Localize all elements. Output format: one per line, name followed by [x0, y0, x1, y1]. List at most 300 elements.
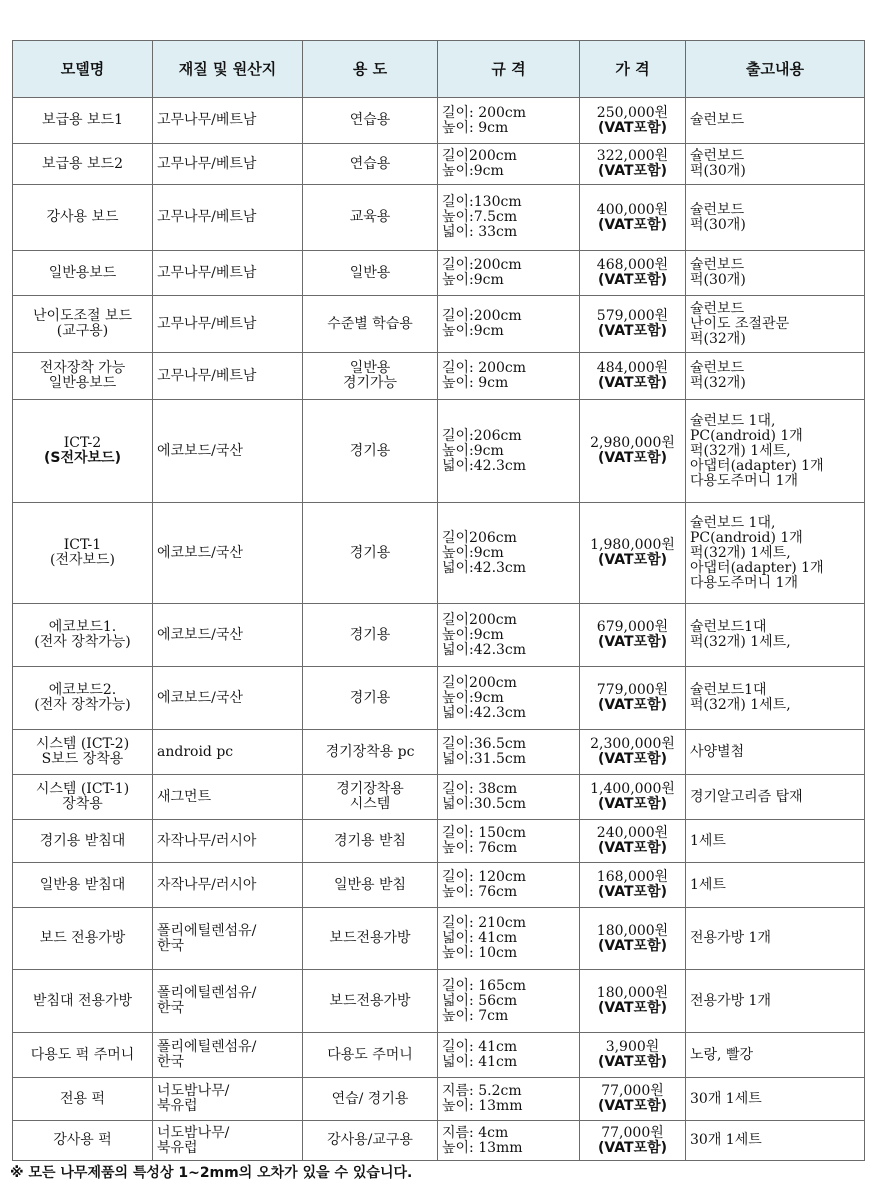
price-amount: 180,000원 — [596, 985, 669, 1001]
cell-model-name — [13, 400, 153, 503]
cell-price — [580, 730, 686, 775]
ship-line: 퍽(30개) — [690, 163, 746, 179]
cell-spec — [438, 185, 580, 251]
footnote: ※ 모든 나무제품의 특성상 1~2mm의 오차가 있을 수 있습니다. — [10, 1165, 413, 1181]
cell-use — [303, 604, 438, 667]
table-row — [13, 98, 865, 144]
spec-line: 높이: 76cm — [442, 840, 518, 856]
spec-line: 넓이:42.3cm — [442, 704, 527, 721]
spec-line: 길이: 38cm — [442, 781, 518, 797]
spec-line: 넓이:30.5cm — [442, 796, 527, 812]
spec-line: 넓이: 41cm — [442, 930, 518, 946]
use-line: 경기용 — [349, 689, 391, 706]
price-amount: 2,980,000원 — [590, 435, 675, 451]
name-line: 강사용 보드 — [46, 209, 119, 225]
use-line: 경기용 — [349, 544, 391, 561]
cell-shipping-contents — [686, 730, 865, 775]
cell-use — [303, 908, 438, 970]
cell-shipping-contents — [686, 144, 865, 185]
spec-line: 높이: 76cm — [442, 884, 518, 900]
cell-material-origin — [153, 185, 303, 251]
name-line: 경기용 받침대 — [39, 832, 126, 849]
spec-line: 높이:9cm — [442, 544, 504, 561]
material-line: 폴리에틸렌섬유/ — [157, 985, 257, 1001]
material-line: 자작나무/러시아 — [157, 832, 257, 849]
cell-model-name — [13, 730, 153, 775]
cell-spec — [438, 667, 580, 730]
use-line: 일반용 받침 — [333, 876, 407, 893]
price-vat-note: (VAT포함) — [597, 634, 668, 650]
spec-line: 높이: 7cm — [442, 1007, 509, 1024]
cell-use — [303, 503, 438, 604]
material-line: 고무나무/베트남 — [157, 155, 257, 172]
use-line: 경기가능 — [342, 375, 398, 391]
price-amount: 77,000원 — [601, 1124, 664, 1141]
spec-line: 넓이:31.5cm — [442, 751, 527, 767]
use-line: 경기장착용 pc — [325, 743, 415, 760]
cell-use — [303, 820, 438, 863]
cell-model-name — [13, 908, 153, 970]
cell-material-origin — [153, 730, 303, 775]
spec-line: 높이:9cm — [442, 323, 504, 339]
price-vat-note: (VAT포함) — [597, 937, 668, 954]
table-row — [13, 730, 865, 775]
price-vat-note: (VAT포함) — [597, 796, 668, 812]
material-line: 너도밤나무/ — [157, 1083, 230, 1099]
name-line: 시스템 (ICT-2) — [35, 736, 130, 752]
spec-line: 넓이: 33cm — [442, 224, 518, 240]
spec-line: 길이: 200cm — [442, 104, 527, 121]
cell-price — [580, 667, 686, 730]
cell-material-origin — [153, 1033, 303, 1078]
name-line: ICT-2 — [63, 435, 102, 451]
cell-spec — [438, 970, 580, 1033]
cell-model-name — [13, 296, 153, 353]
use-line: 연습/ 경기용 — [331, 1090, 409, 1107]
cell-material-origin — [153, 1121, 303, 1161]
material-line: 폴리에틸렌섬유/ — [157, 922, 257, 939]
ship-line: 퍽(32개) 1세트, — [690, 442, 791, 459]
cell-price — [580, 1078, 686, 1121]
use-line: 연습용 — [349, 155, 391, 172]
use-line: 다용도 주머니 — [327, 1046, 413, 1063]
price-vat-note: (VAT포함) — [597, 323, 668, 339]
spec-line: 높이:9cm — [442, 442, 504, 459]
cell-price — [580, 1033, 686, 1078]
material-line: 에코보드/국산 — [157, 689, 243, 706]
spec-line: 길이206cm — [442, 529, 517, 546]
price-amount: 468,000원 — [596, 257, 669, 273]
ship-line: 퍽(32개) 1세트, — [690, 634, 791, 650]
cell-spec — [438, 98, 580, 144]
price-vat-note: (VAT포함) — [597, 1139, 668, 1156]
spec-line: 길이: 41cm — [442, 1039, 518, 1055]
name-line: 전용 퍽 — [59, 1090, 106, 1107]
name-line: 받침대 전용가방 — [32, 992, 133, 1009]
cell-model-name — [13, 503, 153, 604]
cell-price — [580, 908, 686, 970]
cell-spec — [438, 144, 580, 185]
price-vat-note: (VAT포함) — [597, 884, 668, 900]
table-row — [13, 185, 865, 251]
cell-shipping-contents — [686, 604, 865, 667]
name-line: 일반용보드 — [48, 375, 117, 391]
cell-spec — [438, 775, 580, 820]
spec-line: 높이: 13mm — [442, 1098, 523, 1114]
ship-line: 슐런보드 — [690, 201, 745, 218]
spec-line: 높이:9cm — [442, 689, 504, 706]
cell-material-origin — [153, 353, 303, 400]
table-row — [13, 1078, 865, 1121]
cell-material-origin — [153, 1078, 303, 1121]
name-line: 장착용 — [62, 796, 103, 812]
spec-line: 넓이:42.3cm — [442, 559, 527, 576]
ship-line: 아댑터(adapter) 1개 — [690, 457, 824, 474]
cell-price — [580, 185, 686, 251]
price-amount: 240,000원 — [596, 825, 669, 841]
spec-line: 길이: 120cm — [442, 869, 527, 885]
spec-line: 길이:200cm — [442, 257, 522, 273]
cell-material-origin — [153, 863, 303, 908]
ship-line: 전용가방 1개 — [690, 930, 771, 946]
material-line: 고무나무/베트남 — [157, 315, 257, 332]
cell-shipping-contents — [686, 185, 865, 251]
cell-model-name — [13, 775, 153, 820]
spec-line: 길이:200cm — [442, 308, 522, 324]
cell-shipping-contents — [686, 251, 865, 296]
name-line: S보드 장착용 — [41, 751, 124, 767]
ship-line: 퍽(30개) — [690, 272, 746, 288]
ship-line: 사양별첨 — [690, 743, 745, 760]
ship-line: 퍽(32개) 1세트, — [690, 697, 791, 713]
material-line: 자작나무/러시아 — [157, 876, 257, 893]
name-line: 에코보드2. — [48, 682, 117, 698]
price-vat-note: (VAT포함) — [597, 450, 668, 466]
price-vat-note: (VAT포함) — [597, 272, 668, 288]
cell-price — [580, 251, 686, 296]
cell-use — [303, 251, 438, 296]
material-line: android pc — [157, 743, 234, 760]
spec-line: 높이: 13mm — [442, 1139, 523, 1156]
cell-use — [303, 730, 438, 775]
cell-use — [303, 1078, 438, 1121]
spec-line: 길이200cm — [442, 611, 517, 628]
price-vat-note: (VAT포함) — [597, 552, 668, 568]
ship-line: 30개 1세트 — [690, 1090, 762, 1107]
use-line: 경기용 — [349, 442, 391, 459]
ship-line: 슐런보드1대 — [690, 619, 767, 635]
cell-price — [580, 144, 686, 185]
material-line: 고무나무/베트남 — [157, 264, 257, 281]
cell-shipping-contents — [686, 503, 865, 604]
cell-price — [580, 775, 686, 820]
name-line: 보드 전용가방 — [39, 930, 126, 946]
spec-line: 길이200cm — [442, 148, 517, 164]
cell-model-name — [13, 667, 153, 730]
cell-material-origin — [153, 400, 303, 503]
price-amount: 679,000원 — [596, 619, 669, 635]
cell-price — [580, 1121, 686, 1161]
cell-material-origin — [153, 98, 303, 144]
spec-line: 길이: 210cm — [442, 915, 527, 931]
product-price-table — [12, 40, 865, 1161]
material-line: 한국 — [157, 1054, 185, 1070]
cell-use — [303, 144, 438, 185]
spec-line: 넓이:42.3cm — [442, 641, 527, 658]
cell-material-origin — [153, 970, 303, 1033]
cell-spec — [438, 400, 580, 503]
header-shipping: 출고내용 — [686, 41, 865, 98]
spec-line: 넓이: 41cm — [442, 1054, 518, 1070]
price-amount: 180,000원 — [596, 922, 669, 939]
cell-spec — [438, 863, 580, 908]
ship-line: 슐런보드 — [690, 360, 745, 376]
cell-use — [303, 1033, 438, 1078]
spec-line: 높이:7.5cm — [442, 209, 518, 225]
cell-material-origin — [153, 144, 303, 185]
cell-model-name — [13, 98, 153, 144]
material-line: 고무나무/베트남 — [157, 367, 257, 384]
use-line: 경기용 — [349, 626, 391, 643]
cell-shipping-contents — [686, 400, 865, 503]
spec-line: 높이:9cm — [442, 163, 504, 179]
material-line: 한국 — [157, 937, 185, 954]
spec-line: 길이200cm — [442, 674, 517, 691]
ship-line: 슐런보드 1대, — [690, 412, 776, 429]
name-line: 시스템 (ICT-1) — [35, 781, 130, 797]
cell-model-name — [13, 863, 153, 908]
cell-model-name — [13, 144, 153, 185]
cell-shipping-contents — [686, 820, 865, 863]
ship-line: 슐런보드 — [690, 148, 745, 164]
use-line: 경기용 받침 — [333, 832, 407, 849]
cell-model-name — [13, 1033, 153, 1078]
cell-model-name — [13, 185, 153, 251]
cell-use — [303, 296, 438, 353]
ship-line: 아댑터(adapter) 1개 — [690, 559, 824, 576]
table-row — [13, 820, 865, 863]
table-row — [13, 144, 865, 185]
cell-price — [580, 604, 686, 667]
spec-line: 길이:36.5cm — [442, 736, 527, 752]
ship-line: 다용도주머니 1개 — [690, 574, 799, 591]
material-line: 폴리에틸렌섬유/ — [157, 1039, 257, 1055]
spec-line: 넓이:42.3cm — [442, 457, 527, 474]
ship-line: 30개 1세트 — [690, 1132, 762, 1148]
cell-spec — [438, 730, 580, 775]
spec-line: 넓이: 56cm — [442, 992, 518, 1009]
cell-shipping-contents — [686, 353, 865, 400]
cell-use — [303, 863, 438, 908]
cell-model-name — [13, 1121, 153, 1161]
cell-price — [580, 970, 686, 1033]
use-line: 수준별 학습용 — [327, 315, 413, 332]
table-row — [13, 400, 865, 503]
table-row — [13, 775, 865, 820]
spec-line: 길이:130cm — [442, 194, 522, 210]
ship-line: 슐런보드 — [690, 112, 745, 128]
price-amount: 250,000원 — [596, 104, 669, 121]
material-line: 새그먼트 — [157, 788, 212, 805]
material-line: 고무나무/베트남 — [157, 209, 257, 225]
ship-line: 퍽(32개) — [690, 375, 746, 391]
cell-material-origin — [153, 820, 303, 863]
table-row — [13, 908, 865, 970]
use-line: 강사용/교구용 — [327, 1132, 413, 1148]
use-line: 보드전용가방 — [329, 992, 411, 1009]
cell-use — [303, 970, 438, 1033]
cell-price — [580, 820, 686, 863]
price-amount: 168,000원 — [596, 869, 669, 885]
header-material: 재질 및 원산지 — [153, 41, 303, 98]
ship-line: 1세트 — [690, 876, 726, 893]
spec-line: 높이: 9cm — [442, 119, 509, 136]
name-line: 난이도조절 보드 — [32, 308, 133, 324]
cell-model-name — [13, 1078, 153, 1121]
cell-material-origin — [153, 667, 303, 730]
cell-use — [303, 1121, 438, 1161]
header-model: 모델명 — [13, 41, 153, 98]
name-line: 다용도 퍽 주머니 — [30, 1046, 135, 1063]
cell-spec — [438, 908, 580, 970]
use-line: 보드전용가방 — [329, 930, 411, 946]
price-amount: 1,400,000원 — [590, 781, 675, 797]
cell-shipping-contents — [686, 863, 865, 908]
ship-line: PC(android) 1개 — [690, 529, 803, 546]
header-spec: 규 격 — [438, 41, 580, 98]
name-line: (교구용) — [56, 323, 109, 339]
cell-use — [303, 185, 438, 251]
ship-line: 슐런보드 — [690, 257, 745, 273]
cell-model-name — [13, 604, 153, 667]
price-vat-note: (VAT포함) — [597, 163, 668, 179]
cell-use — [303, 400, 438, 503]
spec-line: 지름: 4cm — [442, 1124, 509, 1141]
use-line: 교육용 — [349, 209, 391, 225]
cell-shipping-contents — [686, 667, 865, 730]
name-line: 에코보드1. — [48, 619, 117, 635]
ship-line: 난이도 조절관문 — [690, 315, 790, 332]
cell-material-origin — [153, 503, 303, 604]
cell-material-origin — [153, 908, 303, 970]
cell-use — [303, 98, 438, 144]
price-amount: 579,000원 — [596, 308, 669, 324]
ship-line: 노랑, 빨강 — [690, 1046, 753, 1063]
table-row — [13, 604, 865, 667]
price-vat-note: (VAT포함) — [597, 697, 668, 713]
ship-line: 경기알고리즘 탑재 — [690, 788, 803, 805]
price-amount: 3,900원 — [605, 1039, 660, 1055]
ship-line: 다용도주머니 1개 — [690, 472, 799, 489]
price-amount: 1,980,000원 — [590, 537, 675, 553]
cell-shipping-contents — [686, 970, 865, 1033]
price-amount: 77,000원 — [601, 1083, 664, 1099]
use-line: 경기장착용 — [336, 781, 404, 797]
header-use: 용 도 — [303, 41, 438, 98]
cell-material-origin — [153, 604, 303, 667]
cell-spec — [438, 1078, 580, 1121]
spec-line: 길이: 150cm — [442, 825, 527, 841]
price-vat-note: (VAT포함) — [597, 1000, 668, 1016]
cell-spec — [438, 503, 580, 604]
cell-price — [580, 353, 686, 400]
ship-line: 퍽(30개) — [690, 216, 746, 233]
spec-line: 높이: 10cm — [442, 945, 518, 961]
ship-line: 슐런보드 1대, — [690, 514, 776, 531]
table-body — [13, 98, 865, 1161]
material-line: 한국 — [157, 1000, 185, 1016]
cell-spec — [438, 1121, 580, 1161]
cell-price — [580, 400, 686, 503]
material-line: 에코보드/국산 — [157, 626, 243, 643]
cell-material-origin — [153, 296, 303, 353]
table-row — [13, 251, 865, 296]
price-vat-note: (VAT포함) — [597, 1054, 668, 1070]
name-line: (전자 장착가능) — [34, 634, 131, 650]
cell-shipping-contents — [686, 775, 865, 820]
use-line: 시스템 — [349, 796, 391, 812]
price-vat-note: (VAT포함) — [597, 840, 668, 856]
cell-shipping-contents — [686, 1078, 865, 1121]
ship-line: 전용가방 1개 — [690, 992, 771, 1009]
cell-spec — [438, 1033, 580, 1078]
table-row — [13, 863, 865, 908]
price-vat-note: (VAT포함) — [597, 375, 668, 391]
cell-shipping-contents — [686, 296, 865, 353]
table-row — [13, 503, 865, 604]
cell-model-name — [13, 251, 153, 296]
material-line: 북유럽 — [157, 1098, 198, 1114]
material-line: 에코보드/국산 — [157, 442, 243, 459]
price-vat-note: (VAT포함) — [597, 1098, 668, 1114]
ship-line: 1세트 — [690, 832, 726, 849]
cell-shipping-contents — [686, 1033, 865, 1078]
spec-line: 높이:9cm — [442, 626, 504, 643]
material-line: 고무나무/베트남 — [157, 112, 257, 128]
spec-line: 높이: 9cm — [442, 375, 509, 391]
name-line: 일반용보드 — [48, 264, 117, 281]
price-vat-note: (VAT포함) — [597, 119, 668, 136]
cell-spec — [438, 604, 580, 667]
price-amount: 400,000원 — [596, 201, 669, 218]
cell-price — [580, 296, 686, 353]
cell-shipping-contents — [686, 98, 865, 144]
table-row — [13, 353, 865, 400]
spec-line: 높이:9cm — [442, 272, 504, 288]
ship-line: 퍽(32개) 1세트, — [690, 544, 791, 561]
cell-model-name — [13, 353, 153, 400]
price-vat-note: (VAT포함) — [597, 751, 668, 767]
price-amount: 322,000원 — [596, 148, 669, 164]
ship-line: 슐런보드 — [690, 300, 745, 317]
material-line: 너도밤나무/ — [157, 1124, 230, 1141]
name-line: 보급용 보드2 — [42, 155, 123, 172]
name-line: (전자 장착가능) — [34, 697, 131, 713]
table-row — [13, 1033, 865, 1078]
price-amount: 779,000원 — [596, 682, 669, 698]
name-line: 전자장착 가능 — [39, 360, 126, 376]
name-line: (S전자보드) — [44, 450, 121, 466]
cell-shipping-contents — [686, 1121, 865, 1161]
cell-model-name — [13, 820, 153, 863]
material-line: 에코보드/국산 — [157, 544, 243, 561]
name-line: (전자보드) — [49, 552, 116, 568]
ship-line: PC(android) 1개 — [690, 427, 803, 444]
ship-line: 슐런보드1대 — [690, 682, 767, 698]
cell-use — [303, 775, 438, 820]
cell-material-origin — [153, 251, 303, 296]
material-line: 북유럽 — [157, 1139, 198, 1156]
